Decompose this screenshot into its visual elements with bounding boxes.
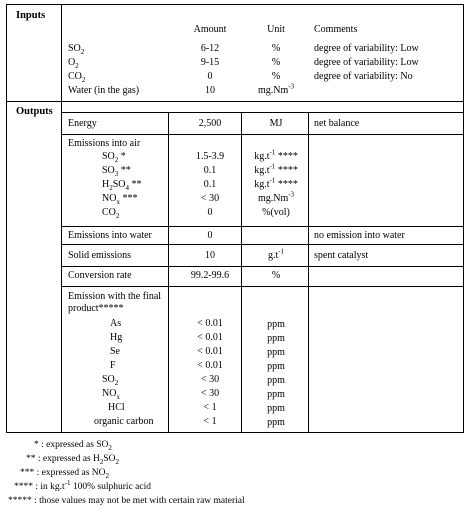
input-label: $SO_2$ <box>68 43 85 56</box>
label-column-divider <box>61 4 62 433</box>
final-emission-label: As <box>110 318 122 329</box>
input-amount: 10 <box>205 85 215 96</box>
final-emission-unit: ppm <box>267 403 285 414</box>
air-emission-label: $H_2SO_4$ ** <box>102 179 142 192</box>
input-comment: degree of variability: Low <box>314 43 419 54</box>
final-emission-amount: < 30 <box>200 374 220 385</box>
input-unit: % <box>271 71 281 82</box>
solid-emissions-amount: 10 <box>205 250 215 261</box>
final-emission-unit: ppm <box>267 389 285 400</box>
air-emission-label: $NO_x$ *** <box>102 193 138 206</box>
emissions-water-label: Emissions into water <box>68 230 152 241</box>
energy-amount: 2,500 <box>198 118 222 129</box>
input-comment: degree of variability: Low <box>314 57 419 68</box>
final-emission-amount: < 1 <box>203 416 217 427</box>
final-emission-amount: < 30 <box>200 388 220 399</box>
air-emission-unit: $mg.Nm^{-3}$ <box>257 190 295 204</box>
air-emission-unit: $kg.t^{-1}$ **** <box>254 148 298 162</box>
final-emission-label: organic carbon <box>94 416 154 427</box>
solid-emissions-unit: $g.t^{-1}$ <box>267 247 285 261</box>
final-emission-amount: < 1 <box>203 402 217 413</box>
unit-column-divider <box>241 112 242 433</box>
conversion-rate-unit: % <box>271 270 281 281</box>
input-unit: % <box>271 43 281 54</box>
outputs-section-label: Outputs <box>16 106 53 117</box>
footnote: *** : expressed as $NO_2$ <box>20 468 109 480</box>
footnote: ** : expressed as $H_2SO_2$ <box>26 454 120 466</box>
air-emission-amount: 0.1 <box>203 179 217 190</box>
input-label: $CO_2$ <box>68 71 86 84</box>
input-amount: 9-15 <box>200 57 220 68</box>
emissions-water-comment: no emission into water <box>314 230 405 241</box>
footnote: * : expressed as $SO_2$ <box>34 440 112 452</box>
air-emission-amount: 0.1 <box>203 165 217 176</box>
air-emission-label: $CO_2$ <box>102 207 120 220</box>
section-divider <box>6 101 464 102</box>
final-emission-label: F <box>110 360 116 371</box>
row-divider <box>61 134 464 135</box>
table-border-left <box>6 4 7 433</box>
final-emission-amount: < 0.01 <box>197 332 223 343</box>
input-unit: % <box>271 57 281 68</box>
final-product-title: Emission with the final <box>68 291 162 302</box>
input-unit: $mg.Nm^{-3}$ <box>257 82 295 96</box>
energy-comment: net balance <box>314 118 360 129</box>
conversion-rate-label: Conversion rate <box>68 270 132 281</box>
input-amount: 6-12 <box>200 43 220 54</box>
comment-column-divider <box>308 112 309 433</box>
row-divider <box>61 286 464 287</box>
final-emission-amount: < 0.01 <box>197 346 223 357</box>
final-emission-label: Se <box>110 346 120 357</box>
final-emission-unit: ppm <box>267 375 285 386</box>
footnote: **** : in $kg.t^{-1}$ 100% sulphuric acid <box>14 478 151 492</box>
final-emission-unit: ppm <box>267 333 285 344</box>
amount-header: Amount <box>193 24 227 35</box>
input-label: Water (in the gas) <box>68 85 140 96</box>
amount-column-divider <box>168 112 169 433</box>
emissions-water-amount: 0 <box>207 230 213 241</box>
final-emission-label: HCl <box>108 402 125 413</box>
row-divider <box>61 112 464 113</box>
row-divider <box>61 244 464 245</box>
final-emission-unit: ppm <box>267 417 285 428</box>
final-emission-amount: < 0.01 <box>197 360 223 371</box>
air-emission-label: $SO_3$ ** <box>102 165 131 178</box>
final-emission-unit: ppm <box>267 347 285 358</box>
emissions-air-title: Emissions into air <box>68 138 141 149</box>
data-table <box>6 4 464 433</box>
air-emission-unit: $kg.t^{-1}$ **** <box>254 176 298 190</box>
final-product-title: product***** <box>68 303 124 314</box>
final-emission-unit: ppm <box>267 319 285 330</box>
final-emission-unit: ppm <box>267 361 285 372</box>
energy-label: Energy <box>68 118 97 129</box>
comments-header: Comments <box>314 24 358 35</box>
air-emission-label: $SO_2$ * <box>102 151 126 164</box>
table-border-top <box>6 4 464 5</box>
unit-header: Unit <box>267 24 285 35</box>
input-comment: degree of variability: No <box>314 71 413 82</box>
footnote: ***** : those values may not be met with certain raw material <box>8 496 245 506</box>
final-emission-label: $SO_2$ <box>102 374 119 387</box>
final-emission-label: $NO_x$ <box>102 388 120 401</box>
air-emission-amount: < 30 <box>200 193 220 204</box>
final-emission-label: Hg <box>110 332 123 343</box>
input-label: $O_2$ <box>68 57 79 70</box>
final-emission-amount: < 0.01 <box>197 318 223 329</box>
air-emission-amount: 1.5-3.9 <box>195 151 225 162</box>
input-amount: 0 <box>207 71 213 82</box>
row-divider <box>61 226 464 227</box>
conversion-rate-amount: 99.2-99.6 <box>190 270 230 281</box>
air-emission-unit: $kg.t^{-1}$ **** <box>254 162 298 176</box>
energy-unit: MJ <box>269 118 283 129</box>
table-border-bottom <box>6 432 464 433</box>
inputs-section-label: Inputs <box>16 10 46 21</box>
table-border-right <box>463 4 464 433</box>
solid-emissions-comment: spent catalyst <box>314 250 369 261</box>
row-divider <box>61 266 464 267</box>
air-emission-amount: 0 <box>207 207 213 218</box>
air-emission-unit: %(vol) <box>262 207 290 218</box>
solid-emissions-label: Solid emissions <box>68 250 132 261</box>
